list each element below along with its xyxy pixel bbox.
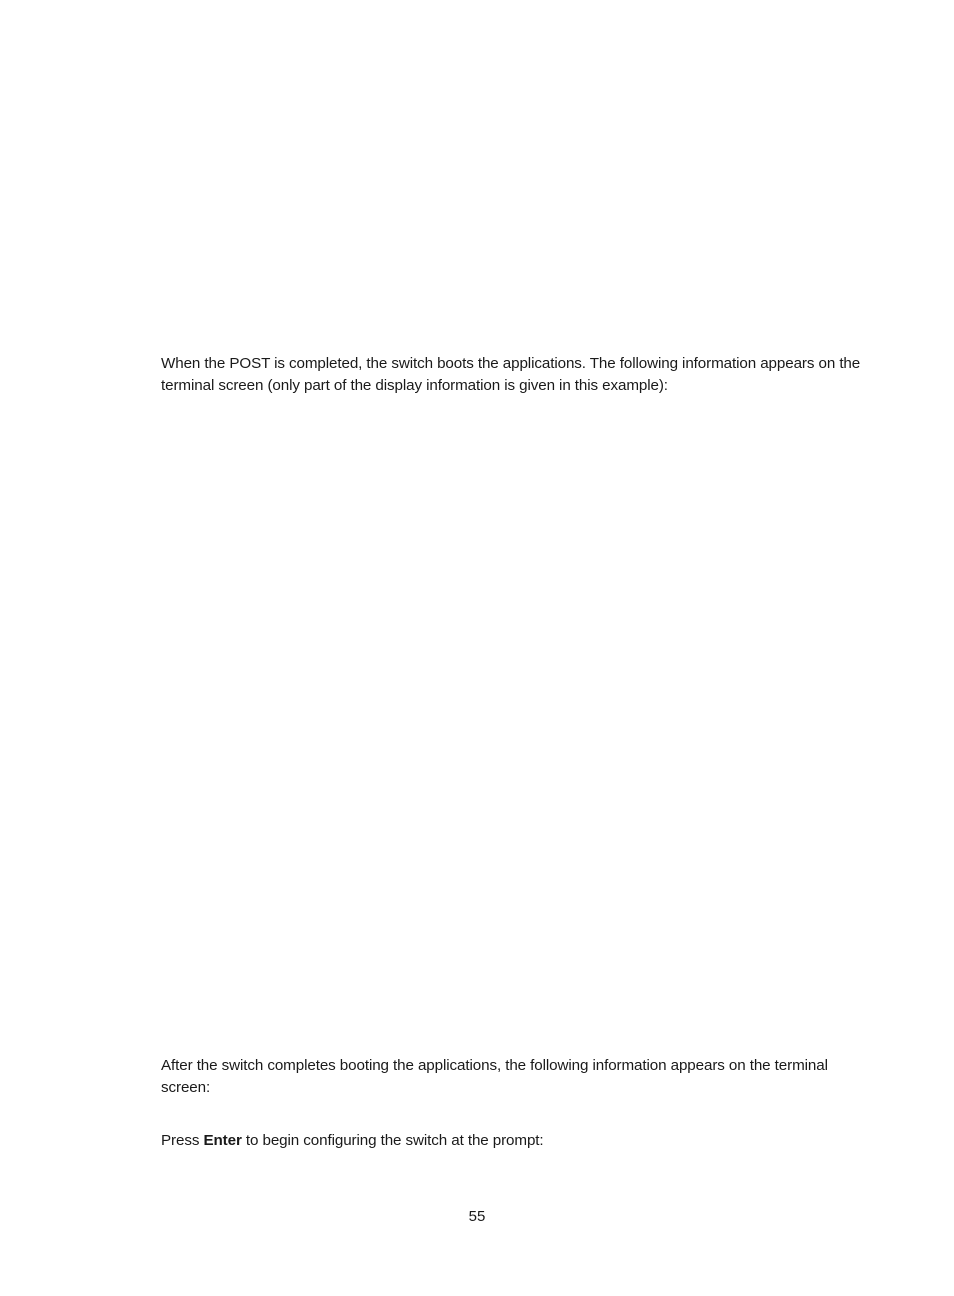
page-number: 55 bbox=[468, 1208, 486, 1225]
press-enter-suffix: to begin configuring the switch at the prompt: bbox=[241, 1132, 544, 1149]
press-enter-prefix: Press bbox=[161, 1132, 204, 1149]
post-completed-paragraph: When the POST is completed, the switch boots the applications. The following information appears on the terminal screen (only part of the display information is given in this example): bbox=[161, 355, 861, 394]
enter-key-label: Enter bbox=[203, 1132, 242, 1149]
after-booting-paragraph: After the switch completes booting the applications, the following information appears on the terminal screen: bbox=[161, 1057, 828, 1096]
press-enter-paragraph bbox=[161, 1130, 871, 1152]
